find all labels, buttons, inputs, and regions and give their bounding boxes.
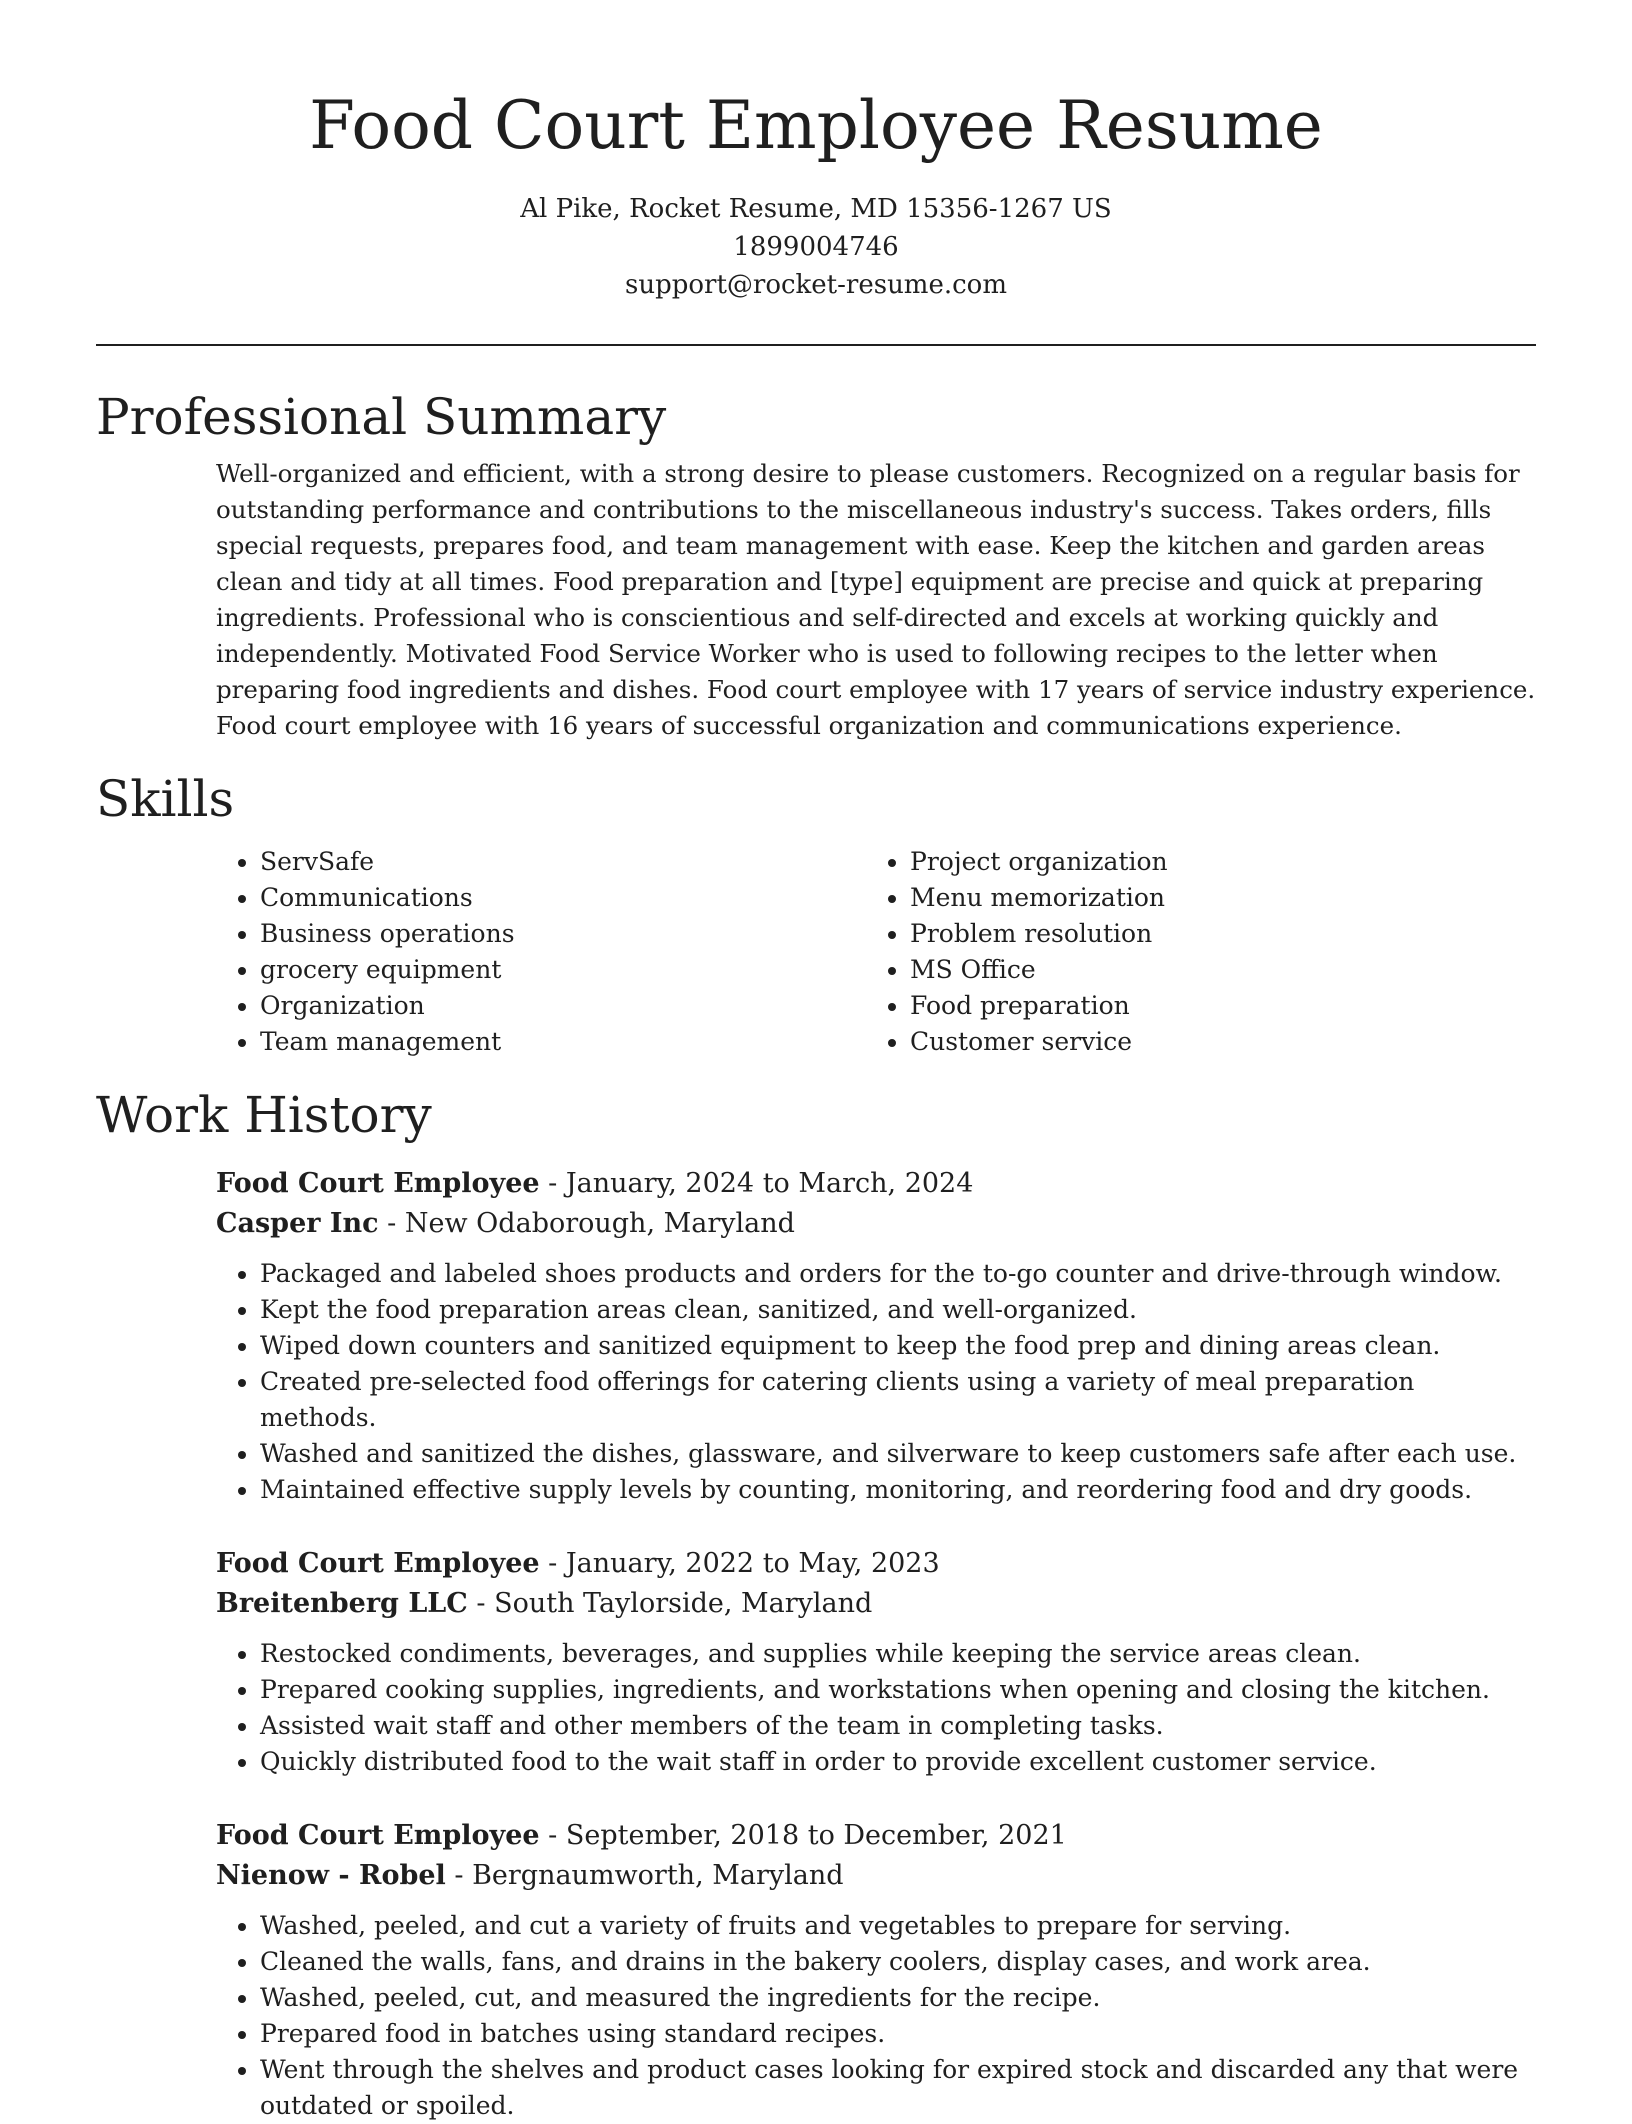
duty-item: • Assisted wait staff and other members of the team in completing tasks.: [260, 1708, 1536, 1744]
skill-item: • Food preparation: [910, 988, 1516, 1024]
summary-section: [96, 386, 1536, 744]
duty-item: • Created pre-selected food offerings for catering clients using a variety of meal preparation methods.: [260, 1364, 1536, 1436]
job-location: South Taylorside, Maryland: [494, 1588, 873, 1619]
skill-item: • Team management: [260, 1024, 866, 1060]
duty-item: • Washed, peeled, cut, and measured the ingredients for the recipe.: [260, 1980, 1536, 2016]
contact-email: support@rocket-resume.com: [624, 270, 1007, 300]
job-duties: [216, 1256, 1536, 1508]
job-duties: [216, 1908, 1536, 2124]
job-company-line: [216, 1584, 1536, 1624]
job-dates: January, 2022 to May, 2023: [565, 1548, 940, 1579]
job-entry: [216, 1816, 1536, 2124]
job-title-line: [216, 1816, 1536, 1856]
duty-item: • Cleaned the walls, fans, and drains in the bakery coolers, display cases, and work area.: [260, 1944, 1536, 1980]
duty-item: • Prepared cooking supplies, ingredients, and workstations when opening and closing the kitchen.: [260, 1672, 1536, 1708]
resume-header: [96, 0, 1536, 304]
job-title: Food Court Employee: [216, 1548, 540, 1579]
skills-left-column: [216, 844, 866, 1060]
job-entry: [216, 1544, 1536, 1780]
skill-item: • Project organization: [910, 844, 1516, 880]
separator: -: [467, 1588, 495, 1619]
contact-block: [96, 190, 1536, 304]
job-company-line: [216, 1204, 1536, 1244]
job-company-line: [216, 1856, 1536, 1896]
job-location: New Odaborough, Maryland: [404, 1208, 795, 1239]
skill-item: • MS Office: [910, 952, 1516, 988]
skill-item: • grocery equipment: [260, 952, 866, 988]
separator: -: [539, 1168, 566, 1199]
summary-text: Well-organized and efficient, with a strong desire to please customers. Recognized on a regular basis for outstanding performance and contributions to the miscellaneous industry's success. Takes orders, fills special requests, prepares food, and team management with ease. Keep the kitchen and garden areas clean and tidy at all times. Food preparation and [type] equipment are precise and quick at preparing ingredients. Professional who is conscientious and self-directed and excels at working quickly and independently. Motivated Food Service Worker who is used to following recipes to the letter when preparing food ingredients and dishes. Food court employee with 17 years of service industry experience. Food court employee with 16 years of successful organization and communications experience.: [216, 459, 1536, 740]
skills-section: [96, 768, 1536, 1060]
job-dates: January, 2024 to March, 2024: [565, 1168, 974, 1199]
job-entry: [216, 1164, 1536, 1508]
work-history-section: [96, 1084, 1536, 2124]
skill-item: • Customer service: [910, 1024, 1516, 1060]
job-title-line: [216, 1544, 1536, 1584]
job-title-line: [216, 1164, 1536, 1204]
skills-right-column: [866, 844, 1516, 1060]
skill-item: • Menu memorization: [910, 880, 1516, 916]
resume-title: Food Court Employee Resume: [309, 87, 1323, 164]
duty-item: • Washed, peeled, and cut a variety of fruits and vegetables to prepare for serving.: [260, 1908, 1536, 1944]
skill-item: • Business operations: [260, 916, 866, 952]
separator: -: [539, 1820, 566, 1851]
duty-item: • Prepared food in batches using standard recipes.: [260, 2016, 1536, 2052]
summary-heading: Professional Summary: [96, 388, 667, 446]
skill-item: • Problem resolution: [910, 916, 1516, 952]
skill-item: • Organization: [260, 988, 866, 1024]
duty-item: • Wiped down counters and sanitized equipment to keep the food prep and dining areas clean.: [260, 1328, 1536, 1364]
job-company: Nienow - Robel: [216, 1860, 446, 1891]
job-title: Food Court Employee: [216, 1820, 540, 1851]
job-location: Bergnaumworth, Maryland: [472, 1860, 844, 1891]
contact-phone: 1899004746: [733, 232, 899, 262]
skill-item: • Communications: [260, 880, 866, 916]
duty-item: • Washed and sanitized the dishes, glassware, and silverware to keep customers safe after each use.: [260, 1436, 1536, 1472]
duty-item: • Went through the shelves and product cases looking for expired stock and discarded any that were outdated or spoiled.: [260, 2052, 1536, 2124]
job-dates: September, 2018 to December, 2021: [565, 1820, 1067, 1851]
job-duties: [216, 1636, 1536, 1780]
separator: -: [539, 1548, 566, 1579]
contact-address: Al Pike, Rocket Resume, MD 15356-1267 US: [520, 194, 1112, 224]
duty-item: • Quickly distributed food to the wait staff in order to provide excellent customer service.: [260, 1744, 1536, 1780]
duty-item: • Restocked condiments, beverages, and supplies while keeping the service areas clean.: [260, 1636, 1536, 1672]
skill-item: • ServSafe: [260, 844, 866, 880]
separator: -: [445, 1860, 473, 1891]
header-divider: [96, 344, 1536, 346]
skills-heading: Skills: [96, 770, 235, 828]
duty-item: • Maintained effective supply levels by counting, monitoring, and reordering food and dry goods.: [260, 1472, 1536, 1508]
separator: -: [378, 1208, 405, 1239]
job-title: Food Court Employee: [216, 1168, 540, 1199]
job-company: Casper Inc: [216, 1208, 379, 1239]
work-history-heading: Work History: [96, 1086, 432, 1144]
skills-columns: [216, 844, 1536, 1060]
job-company: Breitenberg LLC: [216, 1588, 468, 1619]
duty-item: • Packaged and labeled shoes products and orders for the to-go counter and drive-through window.: [260, 1256, 1536, 1292]
duty-item: • Kept the food preparation areas clean, sanitized, and well-organized.: [260, 1292, 1536, 1328]
